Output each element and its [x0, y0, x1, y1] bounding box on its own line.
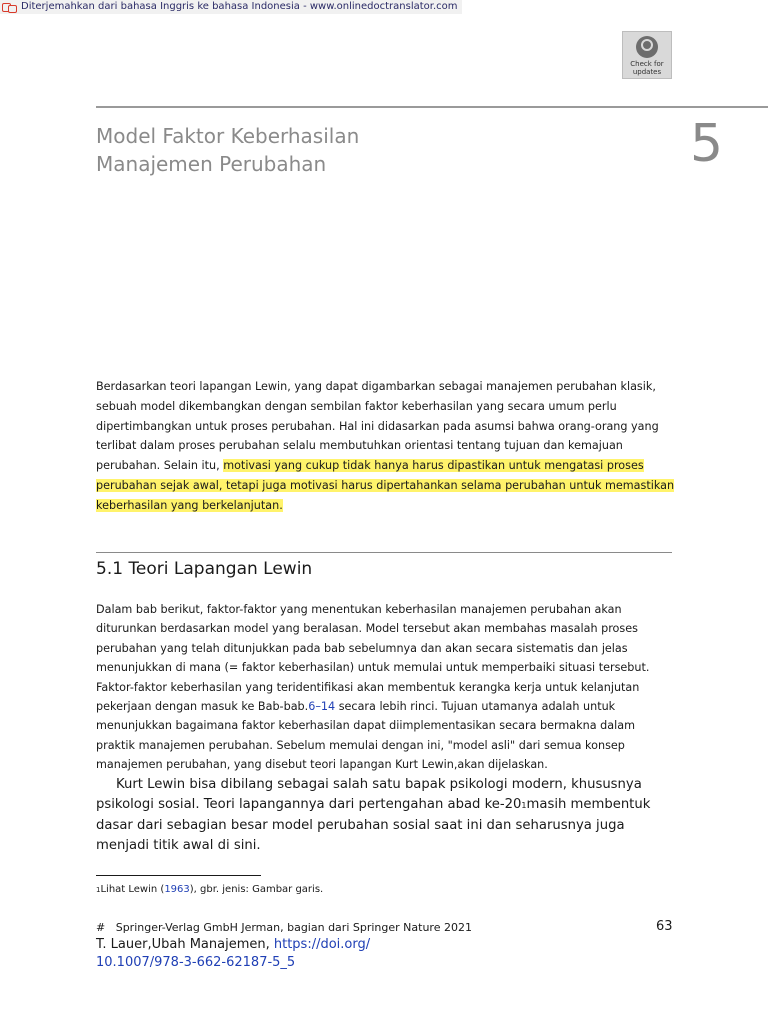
banner-text[interactable]: Diterjemahkan dari bahasa Inggris ke bahasa Indonesia - www.onlinedoctranslator.com	[21, 1, 458, 12]
chapter-title-line2: Manajemen Perubahan	[96, 152, 327, 176]
section-rule	[96, 552, 672, 553]
paragraph1-text-a: Dalam bab berikut, faktor-faktor yang menentukan keberhasilan manajemen perubahan akan diturunkan berdasarkan model yang beralasan. Model tersebut akan membahas masalah proses perubahan yang telah ditunjukkan pada bab sebelumnya dan akan secara sistematis dan jelas menunjukkan di mana (= faktor keberhasilan) untuk memulai untuk memperbaiki situasi tersebut. Faktor-faktor keberhasilan yang teridentifikasi akan membentuk kerangka kerja untuk kelanjutan pekerjaan dengan masuk ke Bab-bab.	[96, 603, 650, 714]
badge-line2: updates	[632, 68, 662, 76]
body-paragraph-2	[96, 775, 676, 856]
footnote	[96, 882, 323, 898]
footnote-marker[interactable]: 1	[521, 801, 527, 810]
translate-document-icon	[2, 2, 18, 13]
doi-link-part2[interactable]: 10.1007/978-3-662-62187-5_5	[96, 955, 296, 970]
badge-line1: Check for	[630, 60, 664, 68]
chapter-title	[96, 122, 596, 178]
chapter-range-link[interactable]: 6–14	[308, 700, 336, 714]
abstract-highlight: motivasi yang cukup tidak hanya harus dipastikan untuk mengatasi proses perubahan sejak awal, tetapi juga motivasi harus dipertahankan selama perubahan untuk memastikan keberhasilan yang berkelanjutan.	[96, 459, 675, 512]
bookmark-circle-icon	[636, 36, 658, 58]
check-for-updates-badge[interactable]	[622, 31, 672, 79]
chapter-title-line1: Model Faktor Keberhasilan	[96, 124, 360, 148]
paragraph1-text-b: secara lebih rinci. Tujuan utamanya adalah untuk menunjukkan bagaimana faktor keberhasilan dapat diimplementasikan secara bermakna dalam praktik manajemen perubahan. Sebelum memulai dengan ini, "model asli" dari semua konsep manajemen perubahan, yang disebut teori lapangan Kurt Lewin,akan dijelaskan.	[96, 700, 635, 772]
footnote-rule	[96, 875, 261, 876]
citation	[96, 936, 456, 972]
footnote-number: 1	[96, 886, 101, 894]
paragraph2-text-b: masih membentuk dasar dari sebagian besar model perubahan sosial saat ini dan seharusnya juga menjadi titik awal di sini.	[96, 797, 651, 853]
footnote-text-a: Lihat Lewin (	[100, 884, 165, 895]
section-heading: 5.1 Teori Lapangan Lewin	[96, 559, 313, 579]
body-paragraph-1	[96, 600, 676, 775]
chapter-abstract	[96, 377, 681, 516]
copyright-line: # Springer-Verlag GmbH Jerman, bagian dari Springer Nature 2021	[96, 921, 472, 934]
footnote-text-b: ), gbr. jenis: Gambar garis.	[189, 884, 324, 895]
chapter-top-rule	[96, 106, 768, 108]
abstract-text: Berdasarkan teori lapangan Lewin, yang dapat digambarkan sebagai manajemen perubahan klasik, sebuah model dikembangkan dengan sembilan faktor keberhasilan yang secara umum perlu dipertimbangkan untuk proses perubahan. Hal ini didasarkan pada asumsi bahwa orang-orang yang terlibat dalam proses perubahan selalu membutuhkan orientasi tentang tujuan dan kemajuan perubahan. Selain itu,	[96, 380, 659, 473]
footnote-year-link[interactable]: 1963	[164, 884, 190, 895]
citation-text: T. Lauer,Ubah Manajemen,	[96, 937, 274, 952]
paragraph2-text-a: Kurt Lewin bisa dibilang sebagai salah satu bapak psikologi modern, khususnya psikologi sosial. Teori lapangannya dari pertengahan abad ke-20	[96, 777, 642, 812]
doi-link-part1[interactable]: https://doi.org/	[273, 937, 371, 952]
page-number: 63	[656, 919, 673, 934]
translator-banner[interactable]	[0, 0, 462, 14]
check-for-updates-label	[630, 60, 663, 76]
chapter-number: 5	[690, 114, 724, 174]
